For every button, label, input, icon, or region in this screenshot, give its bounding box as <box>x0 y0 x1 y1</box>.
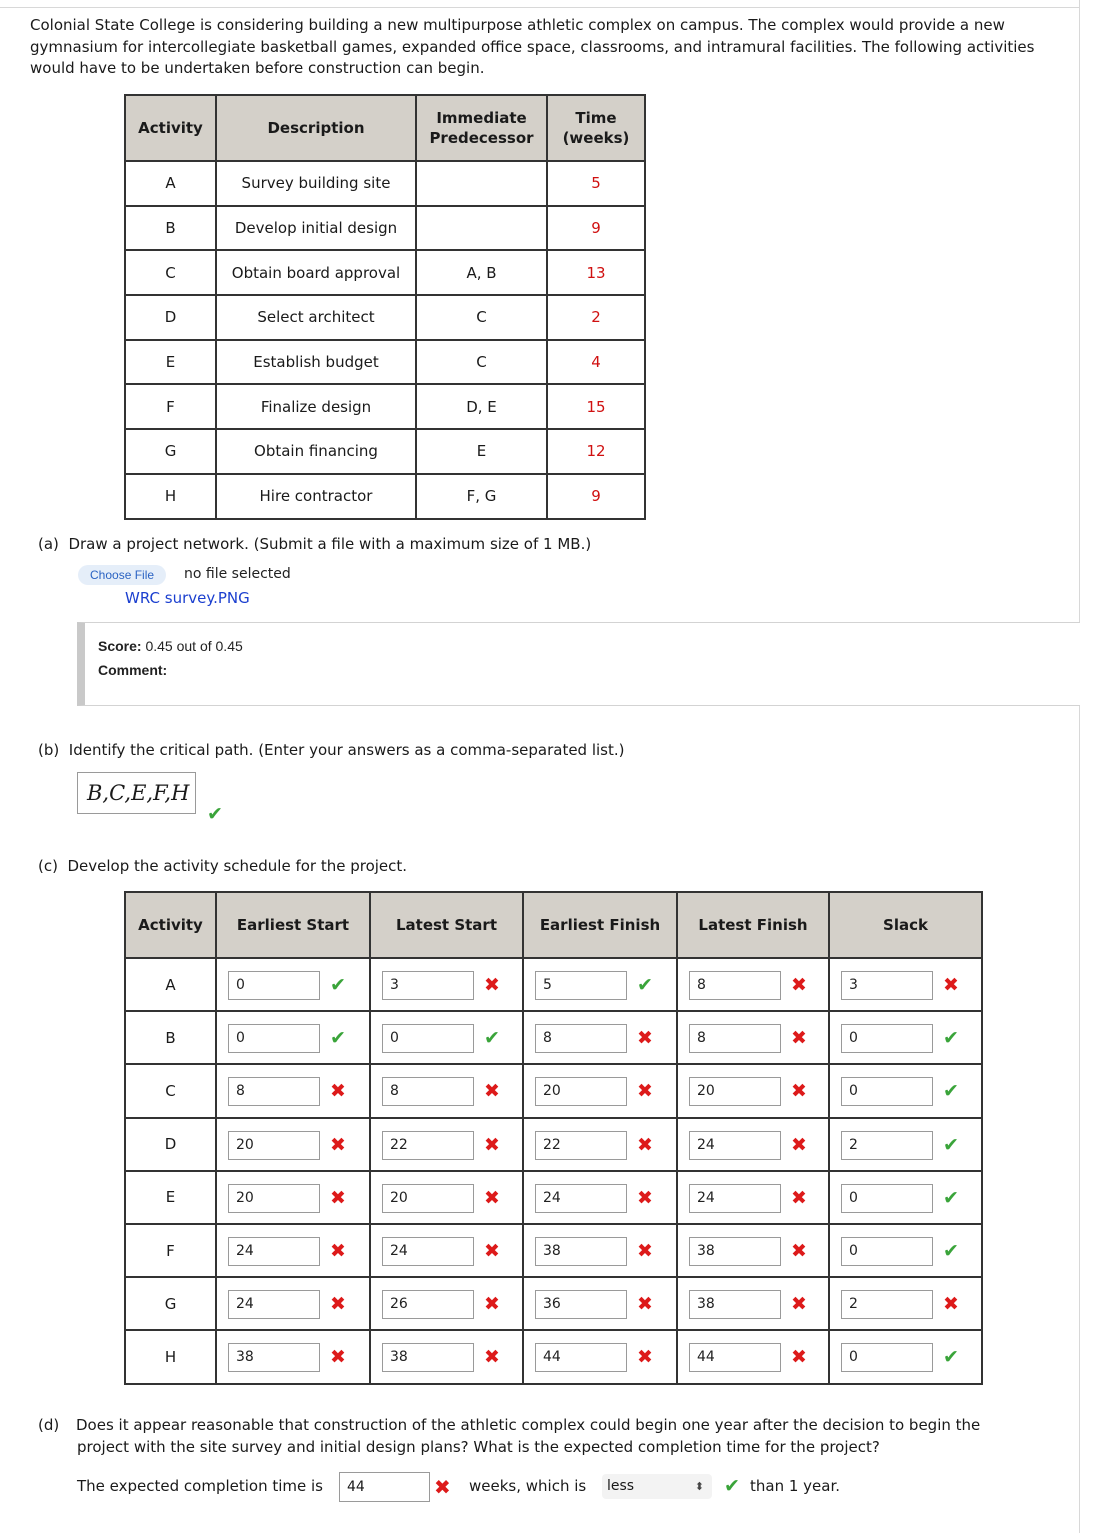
correct-icon: ✔ <box>943 1133 959 1156</box>
description-cell: Obtain board approval <box>216 250 416 295</box>
latest-start-input[interactable]: 38 <box>382 1343 474 1372</box>
table-row <box>125 958 982 1011</box>
choose-file-button[interactable]: Choose File <box>78 565 166 585</box>
incorrect-icon: ✖ <box>637 1186 653 1209</box>
earliest-finish-cell <box>523 1224 677 1277</box>
col-description: Description <box>216 95 416 161</box>
incorrect-icon: ✖ <box>637 1080 653 1103</box>
incorrect-icon: ✖ <box>637 1239 653 1262</box>
earliest-start-input[interactable]: 20 <box>228 1184 320 1213</box>
description-cell: Select architect <box>216 295 416 340</box>
incorrect-icon: ✖ <box>791 1239 807 1262</box>
earliest-finish-cell <box>523 1330 677 1383</box>
earliest-start-cell <box>216 1224 370 1277</box>
earliest-finish-cell <box>523 1011 677 1064</box>
incorrect-icon: ✖ <box>791 974 807 996</box>
slack-input[interactable]: 2 <box>841 1290 933 1319</box>
part-a-question <box>38 535 591 553</box>
file-status: no file selected <box>184 566 291 582</box>
table-row <box>125 1064 982 1117</box>
earliest-start-input[interactable]: 24 <box>228 1290 320 1319</box>
score-value: 0.45 out of 0.45 <box>145 638 243 654</box>
latest-start-input[interactable]: 0 <box>382 1024 474 1053</box>
latest-finish-input[interactable]: 38 <box>689 1237 781 1266</box>
table-row <box>125 295 645 340</box>
earliest-start-input[interactable]: 0 <box>228 971 320 1000</box>
description-cell: Obtain financing <box>216 429 416 474</box>
table-row <box>125 250 645 295</box>
incorrect-icon: ✖ <box>791 1346 807 1369</box>
part-d-line2: project with the site survey and initial design plans? What is the expected completion time for the project? <box>77 1438 880 1456</box>
slack-cell <box>829 1011 982 1064</box>
activity-cell: D <box>125 295 216 340</box>
latest-start-cell <box>370 1330 523 1383</box>
earliest-finish-input[interactable]: 38 <box>535 1237 627 1266</box>
incorrect-icon: ✖ <box>637 1293 653 1316</box>
latest-start-input[interactable]: 24 <box>382 1237 474 1266</box>
latest-finish-input[interactable]: 44 <box>689 1343 781 1372</box>
description-cell: Develop initial design <box>216 206 416 251</box>
earliest-finish-cell <box>523 1171 677 1224</box>
slack-input[interactable]: 3 <box>841 971 933 1000</box>
slack-cell <box>829 1224 982 1277</box>
latest-start-cell <box>370 1277 523 1330</box>
description-cell: Finalize design <box>216 384 416 429</box>
predecessor-cell <box>416 206 547 251</box>
comparison-select[interactable] <box>602 1474 712 1499</box>
earliest-start-input[interactable]: 24 <box>228 1237 320 1266</box>
time-cell: 4 <box>547 340 645 385</box>
table-row <box>125 1171 982 1224</box>
activity-cell: F <box>125 1224 216 1277</box>
predecessor-cell: A, B <box>416 250 547 295</box>
completion-time-input[interactable]: 44 <box>339 1472 430 1502</box>
activity-cell: F <box>125 384 216 429</box>
latest-finish-input[interactable]: 38 <box>689 1290 781 1319</box>
earliest-start-cell <box>216 958 370 1011</box>
score-line <box>98 638 243 654</box>
completion-time-incorrect-icon: ✖ <box>434 1475 451 1499</box>
incorrect-icon: ✖ <box>943 974 959 996</box>
activity-cell: G <box>125 429 216 474</box>
latest-start-input[interactable]: 22 <box>382 1131 474 1160</box>
completion-suffix: than 1 year. <box>750 1477 841 1495</box>
earliest-start-cell <box>216 1330 370 1383</box>
activity-cell: B <box>125 206 216 251</box>
part-a-text: Draw a project network. (Submit a file with a maximum size of 1 MB.) <box>68 535 592 553</box>
table-row <box>125 206 645 251</box>
time-cell: 13 <box>547 250 645 295</box>
earliest-start-cell <box>216 1011 370 1064</box>
part-a-label: (a) <box>38 535 59 553</box>
time-cell: 15 <box>547 384 645 429</box>
incorrect-icon: ✖ <box>637 1133 653 1156</box>
score-panel <box>77 622 1080 706</box>
latest-start-cell <box>370 1011 523 1064</box>
problem-intro: Colonial State College is considering building a new multipurpose athletic complex on campus. The complex would provide a new gymnasium for intercollegiate basketball games, expanded office space, classrooms, and intramural facilities. The following activities would have to be undertaken before construction can begin. <box>30 16 1035 77</box>
table-row <box>125 384 645 429</box>
incorrect-icon: ✖ <box>330 1080 346 1103</box>
table-row <box>125 1330 982 1383</box>
description-cell: Establish budget <box>216 340 416 385</box>
predecessor-cell: D, E <box>416 384 547 429</box>
col-earliest-finish: Earliest Finish <box>523 892 677 958</box>
table-row <box>125 161 645 206</box>
earliest-start-cell <box>216 1064 370 1117</box>
latest-start-input[interactable]: 20 <box>382 1184 474 1213</box>
slack-cell <box>829 1064 982 1117</box>
earliest-start-input[interactable]: 38 <box>228 1343 320 1372</box>
activity-cell: D <box>125 1118 216 1171</box>
incorrect-icon: ✖ <box>791 1027 807 1050</box>
comment-line <box>98 662 167 678</box>
latest-finish-input[interactable]: 20 <box>689 1077 781 1106</box>
part-d-line1: Does it appear reasonable that construction of the athletic complex could begin one year after the decision to begin the <box>76 1416 981 1434</box>
slack-input[interactable]: 0 <box>841 1184 933 1213</box>
slack-input[interactable]: 0 <box>841 1237 933 1266</box>
latest-finish-cell <box>677 1064 829 1117</box>
predecessor-cell: C <box>416 295 547 340</box>
completion-middle: weeks, which is <box>469 1477 587 1495</box>
activity-cell: A <box>125 958 216 1011</box>
earliest-start-cell <box>216 1171 370 1224</box>
part-c-label: (c) <box>38 857 58 875</box>
col-activity: Activity <box>125 95 216 161</box>
correct-icon: ✔ <box>330 1027 346 1050</box>
incorrect-icon: ✖ <box>484 1239 500 1262</box>
time-cell: 9 <box>547 206 645 251</box>
correct-icon: ✔ <box>943 1080 959 1103</box>
table-row <box>125 1118 982 1171</box>
incorrect-icon: ✖ <box>330 1239 346 1262</box>
comparison-correct-icon: ✔ <box>724 1475 740 1497</box>
activity-cell: C <box>125 250 216 295</box>
score-label: Score: <box>98 638 142 654</box>
part-d-question <box>38 1414 1048 1458</box>
incorrect-icon: ✖ <box>791 1080 807 1103</box>
earliest-finish-input[interactable]: 44 <box>535 1343 627 1372</box>
part-b-label: (b) <box>38 741 60 759</box>
incorrect-icon: ✖ <box>484 1080 500 1103</box>
table-row <box>125 1224 982 1277</box>
comment-label: Comment: <box>98 662 168 678</box>
col-earliest-start: Earliest Start <box>216 892 370 958</box>
earliest-finish-cell <box>523 1064 677 1117</box>
incorrect-icon: ✖ <box>791 1186 807 1209</box>
incorrect-icon: ✖ <box>637 1027 653 1050</box>
earliest-finish-cell <box>523 1277 677 1330</box>
predecessor-cell <box>416 161 547 206</box>
incorrect-icon: ✖ <box>484 974 500 996</box>
part-b-text: Identify the critical path. (Enter your answers as a comma-separated list.) <box>68 741 625 759</box>
earliest-finish-cell <box>523 958 677 1011</box>
latest-start-cell <box>370 1171 523 1224</box>
slack-input[interactable]: 2 <box>841 1131 933 1160</box>
activity-cell: C <box>125 1064 216 1117</box>
latest-finish-input[interactable]: 24 <box>689 1184 781 1213</box>
col-latest-finish: Latest Finish <box>677 892 829 958</box>
part-c-text: Develop the activity schedule for the project. <box>67 857 408 875</box>
predecessor-cell: F, G <box>416 474 547 519</box>
table-row <box>125 1277 982 1330</box>
part-d-answer-row <box>77 1472 977 1502</box>
incorrect-icon: ✖ <box>330 1133 346 1156</box>
time-cell: 2 <box>547 295 645 340</box>
correct-icon: ✔ <box>943 1186 959 1209</box>
activity-cell: A <box>125 161 216 206</box>
incorrect-icon: ✖ <box>484 1346 500 1369</box>
activity-cell: H <box>125 474 216 519</box>
col-latest-start: Latest Start <box>370 892 523 958</box>
incorrect-icon: ✖ <box>484 1293 500 1316</box>
latest-finish-cell <box>677 1118 829 1171</box>
select-arrows-icon: ⬍ <box>694 1480 704 1493</box>
slack-cell <box>829 1118 982 1171</box>
table-row <box>125 474 645 519</box>
correct-icon: ✔ <box>484 1027 500 1050</box>
description-cell: Hire contractor <box>216 474 416 519</box>
latest-start-cell <box>370 1118 523 1171</box>
slack-input[interactable]: 0 <box>841 1024 933 1053</box>
activity-cell: E <box>125 340 216 385</box>
earliest-finish-input[interactable]: 24 <box>535 1184 627 1213</box>
time-cell: 9 <box>547 474 645 519</box>
latest-finish-input[interactable]: 8 <box>689 971 781 1000</box>
earliest-start-cell <box>216 1118 370 1171</box>
correct-icon: ✔ <box>637 974 653 996</box>
latest-start-input[interactable]: 3 <box>382 971 474 1000</box>
latest-start-input[interactable]: 26 <box>382 1290 474 1319</box>
earliest-finish-input[interactable]: 8 <box>535 1024 627 1053</box>
slack-cell <box>829 1277 982 1330</box>
activity-cell: E <box>125 1171 216 1224</box>
right-divider <box>1079 0 1080 1533</box>
latest-start-cell <box>370 1224 523 1277</box>
latest-finish-cell <box>677 1277 829 1330</box>
incorrect-icon: ✖ <box>484 1186 500 1209</box>
correct-icon: ✔ <box>330 974 346 996</box>
predecessor-cell: C <box>416 340 547 385</box>
predecessor-cell: E <box>416 429 547 474</box>
earliest-start-input[interactable]: 20 <box>228 1131 320 1160</box>
earliest-finish-input[interactable]: 22 <box>535 1131 627 1160</box>
incorrect-icon: ✖ <box>943 1293 959 1316</box>
slack-cell <box>829 1330 982 1383</box>
latest-finish-input[interactable]: 8 <box>689 1024 781 1053</box>
critical-path-input[interactable]: B,C,E,F,H <box>77 772 196 814</box>
activity-cell: B <box>125 1011 216 1064</box>
part-c-question <box>38 857 407 875</box>
incorrect-icon: ✖ <box>484 1133 500 1156</box>
latest-start-cell <box>370 958 523 1011</box>
part-b-question <box>38 741 625 759</box>
correct-icon: ✔ <box>943 1346 959 1369</box>
latest-start-input[interactable]: 8 <box>382 1077 474 1106</box>
earliest-start-input[interactable]: 8 <box>228 1077 320 1106</box>
uploaded-file-link[interactable]: WRC survey.PNG <box>125 589 250 607</box>
critical-path-correct-icon: ✔ <box>207 803 223 825</box>
comparison-select-value: less <box>607 1478 635 1494</box>
slack-cell <box>829 958 982 1011</box>
earliest-finish-input[interactable]: 36 <box>535 1290 627 1319</box>
latest-finish-cell <box>677 1330 829 1383</box>
earliest-start-cell <box>216 1277 370 1330</box>
time-cell: 12 <box>547 429 645 474</box>
col-slack: Slack <box>829 892 982 958</box>
activity-cell: H <box>125 1330 216 1383</box>
time-cell: 5 <box>547 161 645 206</box>
incorrect-icon: ✖ <box>791 1293 807 1316</box>
correct-icon: ✔ <box>943 1239 959 1262</box>
schedule-table <box>124 891 983 1385</box>
col-predecessor: Immediate Predecessor <box>416 95 547 161</box>
col-time: Time (weeks) <box>547 95 645 161</box>
earliest-finish-input[interactable]: 20 <box>535 1077 627 1106</box>
earliest-finish-input[interactable]: 5 <box>535 971 627 1000</box>
activities-table <box>124 94 646 520</box>
col-activity: Activity <box>125 892 216 958</box>
earliest-start-input[interactable]: 0 <box>228 1024 320 1053</box>
table-row <box>125 1011 982 1064</box>
incorrect-icon: ✖ <box>791 1133 807 1156</box>
top-divider <box>0 0 1080 8</box>
latest-finish-cell <box>677 1011 829 1064</box>
latest-finish-cell <box>677 958 829 1011</box>
completion-prefix: The expected completion time is <box>77 1477 323 1495</box>
table-row <box>125 340 645 385</box>
correct-icon: ✔ <box>943 1027 959 1050</box>
part-d-label: (d) <box>38 1416 60 1434</box>
incorrect-icon: ✖ <box>330 1293 346 1316</box>
incorrect-icon: ✖ <box>637 1346 653 1369</box>
latest-start-cell <box>370 1064 523 1117</box>
slack-input[interactable]: 0 <box>841 1343 933 1372</box>
earliest-finish-cell <box>523 1118 677 1171</box>
incorrect-icon: ✖ <box>330 1346 346 1369</box>
latest-finish-cell <box>677 1224 829 1277</box>
table-row <box>125 429 645 474</box>
slack-input[interactable]: 0 <box>841 1077 933 1106</box>
activity-cell: G <box>125 1277 216 1330</box>
latest-finish-cell <box>677 1171 829 1224</box>
description-cell: Survey building site <box>216 161 416 206</box>
slack-cell <box>829 1171 982 1224</box>
latest-finish-input[interactable]: 24 <box>689 1131 781 1160</box>
incorrect-icon: ✖ <box>330 1186 346 1209</box>
